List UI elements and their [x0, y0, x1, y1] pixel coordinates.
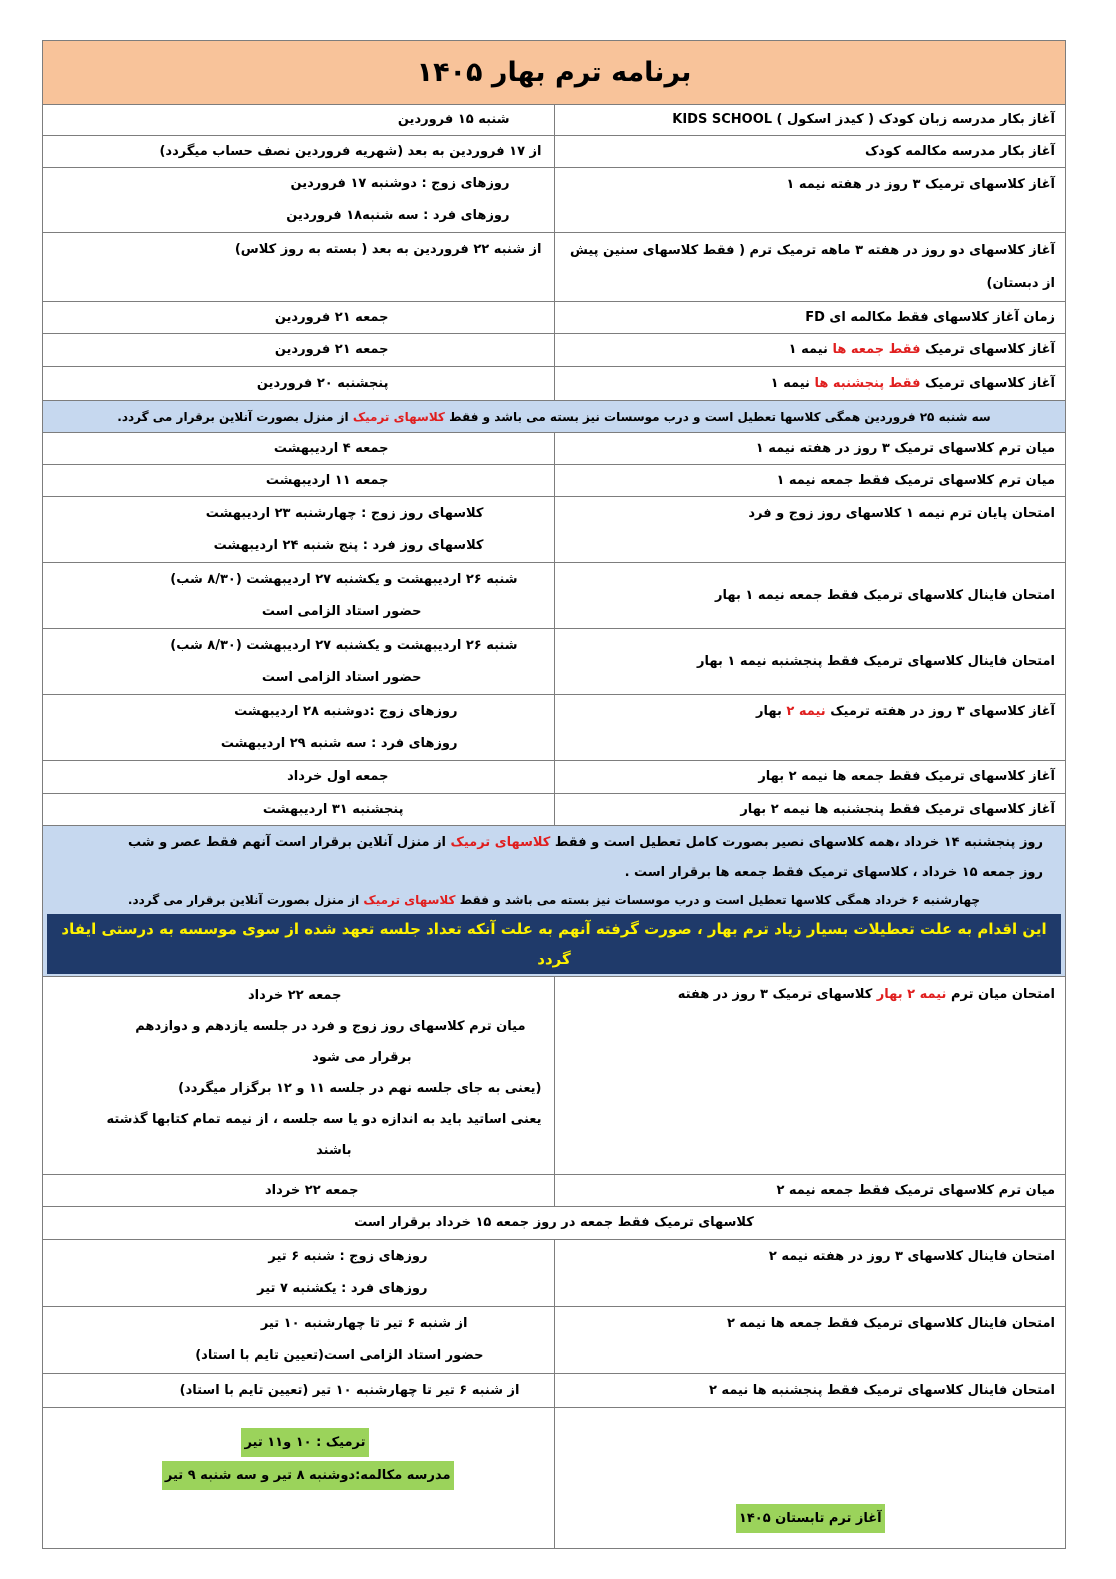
- row-value: روزهای زوج : دوشنبه ۱۷ فروردین روزهای فرد : سه شنبه۱۸ فروردین: [43, 168, 555, 233]
- row-value: شنبه ۲۶ اردیبهشت و یکشنبه ۲۷ اردیبهشت (۸/۳۰ شب) حضور استاد الزامی است: [43, 629, 555, 695]
- row-value: جمعه اول خرداد: [43, 761, 555, 794]
- row-label: میان ترم کلاسهای ترمیک فقط جمعه نیمه ۲: [554, 1175, 1066, 1207]
- row-label: امتحان فاینال کلاسهای ۳ روز در هفته نیمه ۲: [554, 1240, 1066, 1307]
- summer-termik-value: ترمیک : ۱۰ و۱۱ تیر: [241, 1428, 368, 1457]
- row-label: آغاز بکار مدرسه مکالمه کودک: [554, 136, 1066, 168]
- row-label: آغاز کلاسهای ترمیک فقط پنجشنبه ها نیمه ۲ بهار: [554, 794, 1066, 826]
- table-row: [43, 1240, 1066, 1307]
- row-label: [554, 1408, 1066, 1549]
- notice-row: [43, 401, 1066, 433]
- schedule-table: [42, 40, 1066, 1549]
- row-value: جمعه ۲۲ خرداد: [43, 1175, 555, 1207]
- table-row: [43, 433, 1066, 465]
- row-value: پنجشنبه ۳۱ اردیبهشت: [43, 794, 555, 826]
- notice-block: [43, 826, 1066, 977]
- notice-text: سه شنبه ۲۵ فروردین همگی کلاسها تعطیل است و درب موسسات نیز بسته می باشد و فقط کلاسهای ترمیک از منزل بصورت آنلاین برقرار می گردد.: [43, 401, 1066, 433]
- row-label: امتحان پایان ترم نیمه ۱ کلاسهای روز زوج و فرد: [554, 497, 1066, 563]
- row-value: جمعه ۲۱ فروردین: [43, 334, 555, 367]
- table-row: [43, 168, 1066, 233]
- notice-row: [43, 1207, 1066, 1240]
- table-row: [43, 1307, 1066, 1374]
- row-value: از شنبه ۶ تیر تا چهارشنبه ۱۰ تیر حضور استاد الزامی است(تعیین تایم با استاد): [43, 1307, 555, 1374]
- table-row: [43, 1175, 1066, 1207]
- table-row: [43, 233, 1066, 302]
- notice-line: چهارشنبه ۶ خرداد همگی کلاسها تعطیل است و درب موسسات نیز بسته می باشد و فقط کلاسهای ترمیک از منزل بصورت آنلاین برقرار می گردد.: [127, 893, 981, 907]
- table-row: [43, 629, 1066, 695]
- row-label: میان ترم کلاسهای ترمیک ۳ روز در هفته نیمه ۱: [554, 433, 1066, 465]
- table-row: [43, 334, 1066, 367]
- row-value: روزهای زوج : شنبه ۶ تیر روزهای فرد : یکشنبه ۷ تیر: [43, 1240, 555, 1307]
- notice-line: روز پنجشنبه ۱۴ خرداد ،همه کلاسهای نصیر بصورت کامل تعطیل است و فقط کلاسهای ترمیک از منزل آنلاین برقرار است آنهم فقط عصر و شب: [128, 835, 1043, 850]
- table-row: [43, 761, 1066, 794]
- notice-line: روز جمعه ۱۵ خرداد ، کلاسهای ترمیک فقط جمعه ها برقرار است .: [624, 865, 1043, 880]
- row-value: از شنبه ۲۲ فروردین به بعد ( بسته به روز کلاس): [43, 233, 555, 302]
- row-label: آغاز کلاسهای ترمیک فقط پنجشنبه ها نیمه ۱: [554, 367, 1066, 401]
- table-row: [43, 1408, 1066, 1549]
- table-row: [43, 497, 1066, 563]
- row-label: میان ترم کلاسهای ترمیک فقط جمعه نیمه ۱: [554, 465, 1066, 497]
- row-label: آغاز کلاسهای ترمیک فقط جمعه ها نیمه ۱: [554, 334, 1066, 367]
- row-value: جمعه ۱۱ اردیبهشت: [43, 465, 555, 497]
- table-row: [43, 563, 1066, 629]
- table-row: [43, 136, 1066, 168]
- row-label: آغاز بکار مدرسه زبان کودک ( کیدز اسکول ) KIDS SCHOOL: [554, 105, 1066, 136]
- row-label: امتحان میان ترم نیمه ۲ بهار کلاسهای ترمیک ۳ روز در هفته: [554, 977, 1066, 1175]
- row-label: آغاز کلاسهای ترمیک ۳ روز در هفته نیمه ۱: [554, 168, 1066, 233]
- summer-school-value: مدرسه مکالمه:دوشنبه ۸ تیر و سه شنبه ۹ تیر: [162, 1461, 454, 1490]
- row-label: امتحان فاینال کلاسهای ترمیک فقط پنجشنبه ها نیمه ۲: [554, 1374, 1066, 1408]
- row-label: آغاز کلاسهای ۳ روز در هفته ترمیک نیمه ۲ بهار: [554, 695, 1066, 761]
- table-row: [43, 695, 1066, 761]
- table-row: [43, 794, 1066, 826]
- row-value: جمعه ۲۲ خرداد میان ترم کلاسهای روز زوج و فرد در جلسه یازدهم و دوازدهم برقرار می شود (یعنی به جای جلسه نهم در جلسه ۱۱ و ۱۲ برگزار میگردد) یعنی اساتید باید به اندازه دو یا سه جلسه ، از نیمه تمام کتابها گذشته باشند: [43, 977, 555, 1175]
- highlight-banner: این اقدام به علت تعطیلات بسیار زیاد ترم بهار ، صورت گرفته آنهم به علت آنکه تعداد جلسه تعهد شده از سوی موسسه به درستی ایفاد گردد: [47, 914, 1061, 974]
- row-label: آغاز کلاسهای دو روز در هفته ۳ ماهه ترمیک ترم ( فقط کلاسهای سنین پیش از دبستان): [554, 233, 1066, 302]
- summer-term-label: آغاز ترم تابستان ۱۴۰۵: [736, 1504, 885, 1533]
- row-value: پنجشنبه ۲۰ فروردین: [43, 367, 555, 401]
- title-row: [43, 41, 1066, 105]
- row-label: آغاز کلاسهای ترمیک فقط جمعه ها نیمه ۲ بهار: [554, 761, 1066, 794]
- row-value: [43, 1408, 555, 1549]
- table-row: [43, 367, 1066, 401]
- row-value: از شنبه ۶ تیر تا چهارشنبه ۱۰ تیر (تعیین تایم با استاد): [43, 1374, 555, 1408]
- row-value: جمعه ۲۱ فروردین: [43, 302, 555, 334]
- table-row: [43, 302, 1066, 334]
- notice-text: [43, 826, 1066, 977]
- row-value: روزهای زوج :دوشنبه ۲۸ اردیبهشت روزهای فرد : سه شنبه ۲۹ اردیبهشت: [43, 695, 555, 761]
- row-value: شنبه ۲۶ اردیبهشت و یکشنبه ۲۷ اردیبهشت (۸/۳۰ شب) حضور استاد الزامی است: [43, 563, 555, 629]
- row-label: امتحان فاینال کلاسهای ترمیک فقط جمعه نیمه ۱ بهار: [554, 563, 1066, 629]
- row-label: امتحان فاینال کلاسهای ترمیک فقط جمعه ها نیمه ۲: [554, 1307, 1066, 1374]
- row-value: کلاسهای روز زوج : چهارشنبه ۲۳ اردیبهشت کلاسهای روز فرد : پنج شنبه ۲۴ اردیبهشت: [43, 497, 555, 563]
- table-row: [43, 1374, 1066, 1408]
- notice-text: کلاسهای ترمیک فقط جمعه در روز جمعه ۱۵ خرداد برقرار است: [43, 1207, 1066, 1240]
- table-row: [43, 465, 1066, 497]
- table-row: [43, 105, 1066, 136]
- row-label: زمان آغاز کلاسهای فقط مکالمه ای FD: [554, 302, 1066, 334]
- row-label: امتحان فاینال کلاسهای ترمیک فقط پنجشنبه نیمه ۱ بهار: [554, 629, 1066, 695]
- row-value: شنبه ۱۵ فروردین: [43, 105, 555, 136]
- page-title: برنامه ترم بهار ۱۴۰۵: [43, 41, 1066, 105]
- row-value: از ۱۷ فروردین به بعد (شهریه فروردین نصف حساب میگردد): [43, 136, 555, 168]
- table-row: [43, 977, 1066, 1175]
- row-value: جمعه ۴ اردیبهشت: [43, 433, 555, 465]
